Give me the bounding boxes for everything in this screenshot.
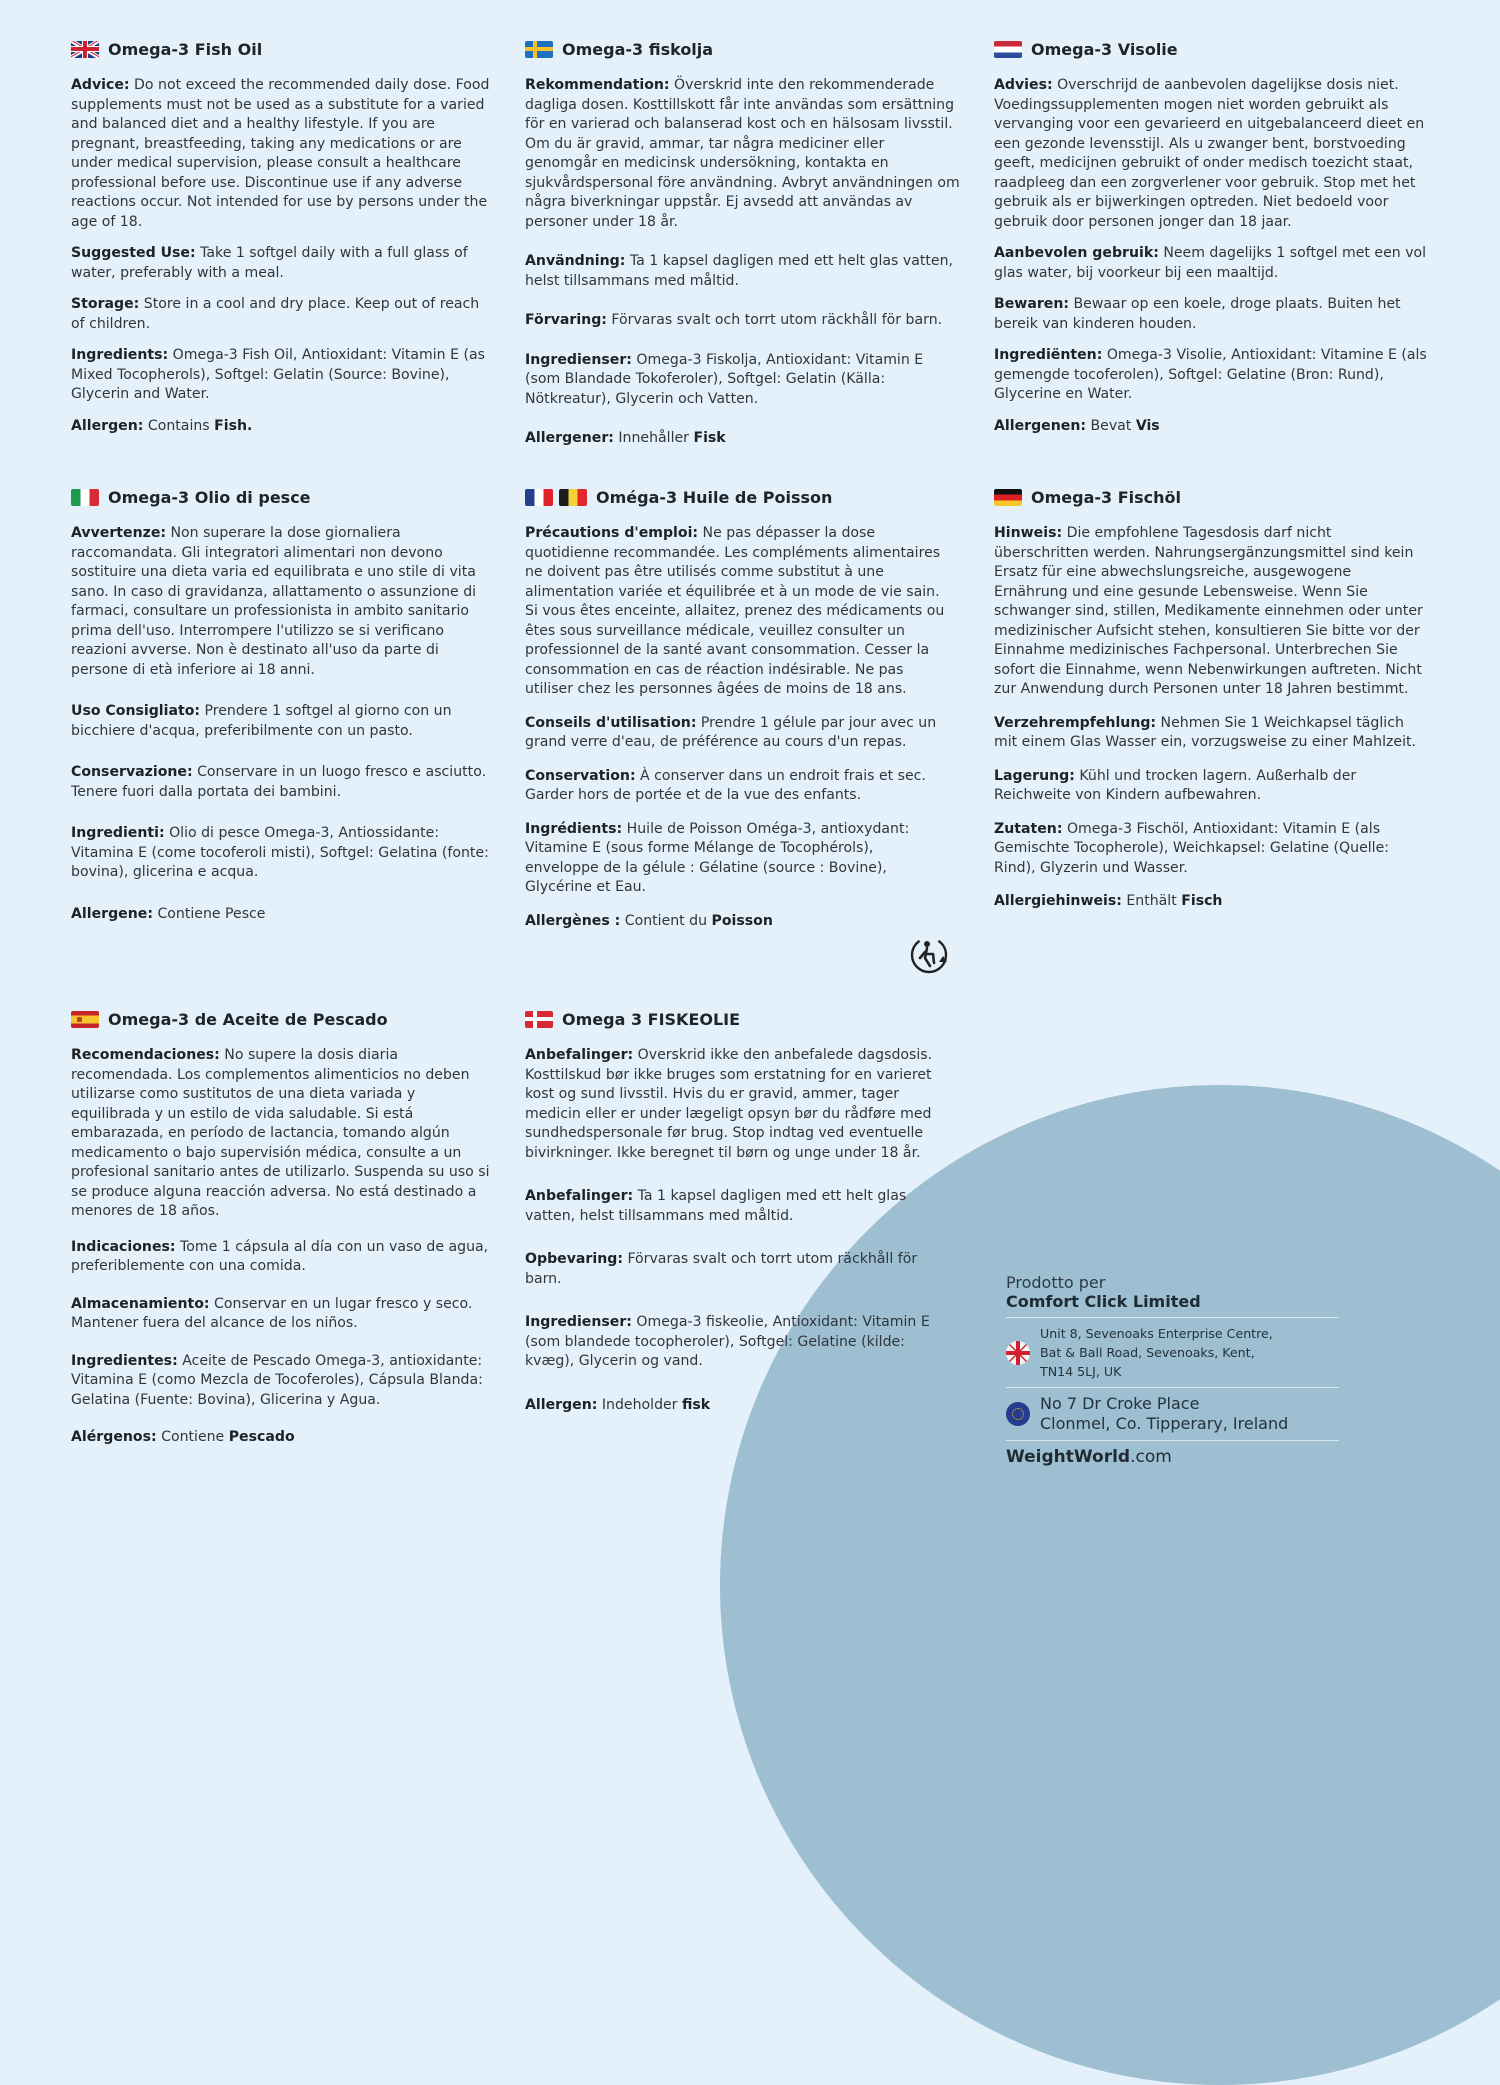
section-paragraph (525, 524, 950, 700)
section-de (994, 486, 1429, 912)
section-paragraph (71, 763, 491, 802)
paragraph-text: Do not exceed the recommended daily dose. Food supplements must not be used as a substitute for a varied and balanced diet and a healthy lifestyle. If you are pregnant, breastfeeding, taking any medications or are under medical supervision, please consult a healthcare professional before use. Discontinue use if any adverse reactions occur. Not intended for use by persons under the age of 18. (71, 77, 490, 230)
paragraph-label: Storage: (71, 296, 140, 312)
allergen-name: fisk (681, 1396, 711, 1413)
paragraph-label: Allergener: (525, 430, 614, 446)
paragraph-text: Ta 1 kapsel dagligen med ett helt glas vatten, helst tillsammans med måltid. (525, 253, 953, 289)
sweden-flag-icon (525, 41, 553, 58)
paragraph-label: Opbevaring: (525, 1251, 623, 1267)
section-paragraph (71, 702, 491, 741)
paragraph-text: Nehmen Sie 1 Weichkapsel täglich mit einem Glas Wasser ein, vorzugsweise zu einer Mahlzeit. (994, 714, 1417, 750)
paragraph-label: Ingrediënten: (994, 347, 1103, 363)
section-paragraph (71, 346, 491, 405)
section-paragraph (71, 1428, 491, 1448)
paragraph-text: Conservare in un luogo fresco e asciutto. Tenere fuori dalla portata dei bambini. (71, 764, 487, 800)
paragraph-text: Overschrijd de aanbevolen dagelijkse dosis niet. Voedingssupplementen mogen niet worden gebruikt als vervanging voor een gevarieerd en uitgebalanceerd dieet en een gezonde levensstijl. Als u zwanger bent, borstvoeding geeft, medicijnen gebruikt of onder medisch toezicht staat, raadpleeg dan een zorgverlener voor gebruik. Stop met het gebruik als er bijwerkingen optreden. Niet bedoeld voor gebruik door personen jonger dan 18 jaar. (994, 77, 1425, 230)
paragraph-label: Almacenamiento: (71, 1295, 210, 1312)
france-flag-icon (525, 489, 553, 506)
paragraph-label: Advice: (71, 77, 130, 93)
paragraph-text: No supere la dosis diaria recomendada. Los complementos alimenticios no deben utilizarse como sustitutos de una dieta variada y equilibrada y un estilo de vida saludable. Si está embarazada, en período de lactancia, tomando algún medicamento o bajo supervisión médica, consulte a un profesional sanitario antes de utilizarlo. Suspenda su uso si se produce alguna reacción adversa. No está destinado a menores de 18 años. (71, 1047, 490, 1219)
paragraph-label: Uso Consigliato: (71, 703, 201, 719)
section-da (525, 1008, 950, 1415)
section-paragraph (525, 76, 960, 232)
section-paragraph (525, 311, 960, 331)
paragraph-text: Prendere 1 softgel al giorno con un bicchiere d'acqua, preferibilmente con un pasto. (71, 703, 452, 739)
company-footer (1006, 1273, 1339, 1467)
belgium-flag-icon (559, 489, 587, 506)
paragraph-label: Allergiehinweis: (994, 893, 1122, 909)
paragraph-label: Précautions d'emploi: (525, 525, 699, 541)
uk-address-line: Bat & Ball Road, Sevenoaks, Kent, (1040, 1345, 1255, 1360)
section-paragraph (71, 417, 491, 437)
section-header (71, 486, 491, 508)
section-paragraph (71, 905, 491, 925)
section-paragraph (994, 714, 1429, 753)
section-paragraph (994, 820, 1429, 879)
paragraph-text: Förvaras svalt och torrt utom räckhåll för barn. (525, 1251, 918, 1287)
paragraph-text: Omega-3 Fish Oil, Antioxidant: Vitamin E (as Mixed Tocopherols), Softgel: Gelatin (Source: Bovine), Glycerin and Water. (71, 347, 485, 402)
section-header (525, 1008, 950, 1030)
section-title: Omega-3 Fish Oil (108, 39, 263, 59)
paragraph-text: Contient du (620, 912, 712, 929)
paragraph-label: Hinweis: (994, 525, 1063, 541)
paragraph-text: Contains (143, 417, 215, 434)
section-paragraph (525, 714, 950, 753)
paragraph-label: Allergen: (525, 1396, 598, 1413)
eu-flag-icon (1006, 1402, 1030, 1426)
paragraph-label: Ingredientes: (71, 1352, 178, 1369)
netherlands-flag-icon (994, 41, 1022, 58)
section-title: Oméga-3 Huile de Poisson (596, 487, 833, 507)
paragraph-text: Ne pas dépasser la dose quotidienne recommandée. Les compléments alimentaires ne doivent pas être utilisés comme substitut à une alimentation variée et équilibrée et à un mode de vie sain. Si vous êtes enceinte, allaitez, prenez des médicaments ou êtes sous surveillance médicale, veuillez consulter un professionnel de la santé avant consommation. Cesser la consommation en cas de réaction indésirable. Ne pas utiliser chez les personnes âgées de moins de 18 ans. (525, 525, 945, 697)
section-header (525, 486, 950, 508)
section-paragraph (994, 767, 1429, 806)
paragraph-label: Conservazione: (71, 764, 193, 780)
paragraph-text: Die empfohlene Tagesdosis darf nicht überschritten werden. Nahrungsergänzungsmittel sind kein Ersatz für eine abwechslungsreiche, ausgewogene Ernährung und eine gesunde Lebensweise. Wenn Sie schwanger sind, stillen, Medikamente einnehmen oder unter medizinischer Aufsicht stehen, konsultieren Sie bitte vor der Einnahme medizinisches Fachpersonal. Unterbrechen Sie sofort die Einnahme, wenn Nebenwirkungen auftreten. Nicht zur Anwendung durch Personen unter 18 Jahren bestimmt. (994, 525, 1423, 697)
paragraph-text: Huile de Poisson Oméga-3, antioxydant: Vitamine E (sous forme Mélange de Tocophérols), enveloppe de la gélule : Gélatine (source : Bovine), Glycérine et Eau. (525, 820, 910, 895)
section-paragraph (71, 1046, 491, 1222)
section-title: Omega-3 de Aceite de Pescado (108, 1009, 388, 1029)
section-header (525, 38, 960, 60)
section-paragraph (71, 244, 491, 283)
paragraph-label: Indicaciones: (71, 1238, 176, 1255)
section-paragraph (525, 1046, 950, 1163)
paragraph-text: Aceite de Pescado Omega-3, antioxidante: Vitamina E (como Mezcla de Tocoferoles), Cápsula Blanda: Gelatina (Fuente: Bovina), Glicerina y Agua. (71, 1352, 483, 1408)
uk-flag-icon (71, 41, 99, 58)
section-paragraph (994, 295, 1434, 334)
brand-domain: .com (1130, 1447, 1172, 1467)
section-paragraph (71, 824, 491, 883)
paragraph-text: Omega-3 Visolie, Antioxidant: Vitamine E (als gemengde tocoferolen), Softgel: Gelatine (Bron: Rund), Glycerine en Water. (994, 347, 1427, 402)
paragraph-text: Take 1 softgel daily with a full glass of water, preferably with a meal. (71, 245, 468, 281)
section-paragraph (71, 76, 491, 232)
paragraph-label: Conservation: (525, 767, 636, 784)
paragraph-label: Allergènes : (525, 912, 621, 929)
paragraph-text: Förvaras svalt och torrt utom räckhåll för barn. (606, 312, 943, 328)
paragraph-text: Innehåller (613, 430, 694, 446)
italy-flag-icon (71, 489, 99, 506)
made-for-label: Prodotto per (1006, 1273, 1106, 1292)
paragraph-label: Rekommendation: (525, 77, 670, 93)
paragraph-text: Contiene Pesce (152, 905, 266, 922)
uk-flag-icon (1006, 1341, 1030, 1365)
section-paragraph (525, 1187, 950, 1226)
paragraph-label: Förvaring: (525, 312, 607, 328)
section-paragraph (71, 295, 491, 334)
uk-address-line: Unit 8, Sevenoaks Enterprise Centre, (1040, 1326, 1273, 1341)
paragraph-text: Bevat (1086, 417, 1136, 434)
section-header (71, 38, 491, 60)
paragraph-label: Användning: (525, 253, 626, 269)
divider (1006, 1317, 1339, 1318)
paragraph-label: Ingredienser: (525, 351, 632, 368)
section-nl (994, 38, 1434, 436)
allergen-name: Vis (1135, 417, 1160, 434)
section-paragraph (71, 524, 491, 680)
paragraph-text: Enthält (1121, 893, 1182, 909)
paragraph-label: Allergen: (71, 417, 144, 434)
denmark-flag-icon (525, 1011, 553, 1028)
paragraph-text: Olio di pesce Omega-3, Antiossidante: Vitamina E (come tocoferoli misti), Softgel: Gelatina (fonte: bovina), glicerina e acqua. (71, 825, 489, 880)
paragraph-text: Contiene (156, 1429, 229, 1445)
paragraph-text: Indeholder (597, 1396, 682, 1413)
section-paragraph (525, 1313, 950, 1372)
section-title: Omega-3 Olio di pesce (108, 487, 311, 507)
paragraph-label: Anbefalinger: (525, 1188, 634, 1204)
section-paragraph (71, 1295, 491, 1334)
paragraph-label: Ingredienser: (525, 1314, 632, 1330)
allergen-name: Fish. (214, 417, 253, 434)
brand-website (1006, 1447, 1339, 1467)
paragraph-text: Kühl und trocken lagern. Außerhalb der Reichweite von Kindern aufbewahren. (994, 767, 1357, 803)
paragraph-label: Anbefalinger: (525, 1047, 634, 1063)
ie-address (1006, 1394, 1339, 1434)
allergen-name: Pescado (228, 1429, 295, 1445)
section-paragraph (525, 820, 950, 898)
section-paragraph (525, 912, 950, 932)
germany-flag-icon (994, 489, 1022, 506)
section-paragraph (994, 417, 1434, 437)
allergen-name: Poisson (711, 912, 773, 929)
paragraph-label: Avvertenze: (71, 525, 167, 541)
section-title: Omega-3 fiskolja (562, 39, 714, 59)
paragraph-text: Omega-3 Fiskolja, Antioxidant: Vitamin E (som Blandade Tokoferoler), Softgel: Gelatin (Källa: Nötkreatur), Glycerin och Vatten. (525, 351, 924, 407)
company-name: Comfort Click Limited (1006, 1292, 1201, 1311)
paragraph-label: Zutaten: (994, 820, 1063, 837)
allergen-name: Fisch (1181, 893, 1223, 909)
paragraph-label: Advies: (994, 77, 1053, 93)
section-title: Omega 3 FISKEOLIE (562, 1009, 741, 1029)
paragraph-text: Omega-3 fiskeolie, Antioxidant: Vitamin E (som blandede tocopheroler), Softgel: Gelatine (kilde: kvæg), Glycerin og vand. (525, 1314, 930, 1369)
section-paragraph (994, 892, 1429, 912)
section-header (994, 38, 1434, 60)
paragraph-label: Ingrédients: (525, 820, 623, 837)
paragraph-label: Conseils d'utilisation: (525, 714, 697, 731)
section-paragraph (994, 244, 1434, 283)
spain-flag-icon (71, 1011, 99, 1028)
paragraph-text: Bewaar op een koele, droge plaats. Buiten het bereik van kinderen houden. (994, 296, 1401, 332)
section-paragraph (525, 351, 960, 410)
section-paragraph (71, 1238, 491, 1277)
uk-address (1006, 1324, 1339, 1381)
paragraph-text: Store in a cool and dry place. Keep out of reach of children. (71, 296, 480, 332)
paragraph-text: Överskrid inte den rekommenderade dagliga dosen. Kosttillskott får inte användas som ersättning för en varierad och balanserad kost och en hälsosam livsstil. Om du är gravid, ammar, tar några mediciner eller genomgår en medicinsk undersökning, kontakta en sjukvårdspersonal före användning. Avbryt användningen om några biverkningar uppstår. Ej avsedd att användas av personer under 18 år. (525, 77, 960, 230)
paragraph-text: Prendre 1 gélule par jour avec un grand verre d'eau, de préférence au cours d'un repas. (525, 714, 937, 750)
paragraph-label: Ingredienti: (71, 825, 165, 841)
divider (1006, 1440, 1339, 1441)
paragraph-text: Omega-3 Fischöl, Antioxidant: Vitamin E (als Gemischte Tocopherole), Weichkapsel: Gelatine (Quelle: Rind), Glyzerin und Wasser. (994, 820, 1389, 876)
section-paragraph (994, 524, 1429, 700)
section-paragraph (994, 346, 1434, 405)
paragraph-text: Conservar en un lugar fresco y seco. Mantener fuera del alcance de los niños. (71, 1295, 473, 1331)
section-title: Omega-3 Fischöl (1031, 487, 1182, 507)
section-header (994, 486, 1429, 508)
paragraph-text: À conserver dans un endroit frais et sec. Garder hors de portée et de la vue des enfants. (525, 767, 926, 803)
section-it (71, 486, 491, 924)
section-title: Omega-3 Visolie (1031, 39, 1178, 59)
paragraph-text: Non superare la dose giornaliera raccomandata. Gli integratori alimentari non devono sostituire una dieta varia ed equilibrata e uno stile di vita sano. In caso di gravidanza, allattamento o assunzione di farmaci, consultare un professionista in ambito sanitario prima dell'uso. Interrompere l'utilizzo se si verificano reazioni avverse. Non è destinato all'uso da parte di persone di età inferiore ai 18 anni. (71, 525, 477, 678)
section-paragraph (994, 76, 1434, 232)
ie-address-line: No 7 Dr Croke Place (1040, 1394, 1200, 1413)
section-en (71, 38, 491, 436)
section-es (71, 1008, 491, 1448)
paragraph-label: Alérgenos: (71, 1429, 157, 1445)
section-paragraph (71, 1352, 491, 1411)
section-header (71, 1008, 491, 1030)
paragraph-label: Lagerung: (994, 767, 1075, 784)
section-fr (525, 486, 950, 931)
divider (1006, 1387, 1339, 1388)
paragraph-text: Ta 1 kapsel dagligen med ett helt glas vatten, helst tillsammans med måltid. (525, 1188, 907, 1224)
section-paragraph (525, 767, 950, 806)
recycling-icon (908, 934, 950, 976)
allergen-name: Fisk (693, 430, 726, 446)
section-paragraph (525, 1250, 950, 1289)
paragraph-label: Bewaren: (994, 296, 1070, 312)
uk-address-line: TN14 5LJ, UK (1040, 1364, 1122, 1379)
paragraph-label: Allergenen: (994, 417, 1086, 434)
paragraph-text: Tome 1 cápsula al día con un vaso de agua, preferiblemente con una comida. (71, 1238, 489, 1274)
paragraph-label: Ingredients: (71, 347, 169, 363)
paragraph-label: Recomendaciones: (71, 1047, 220, 1063)
paragraph-text: Neem dagelijks 1 softgel met een vol glas water, bij voorkeur bij een maaltijd. (994, 245, 1427, 281)
section-paragraph (525, 252, 960, 291)
paragraph-label: Suggested Use: (71, 245, 196, 261)
brand-name: WeightWorld (1006, 1447, 1131, 1467)
paragraph-label: Allergene: (71, 905, 153, 922)
paragraph-label: Aanbevolen gebruik: (994, 245, 1159, 261)
paragraph-label: Verzehrempfehlung: (994, 714, 1157, 731)
section-sv (525, 38, 960, 449)
section-paragraph (525, 1396, 950, 1416)
ie-address-line: Clonmel, Co. Tipperary, Ireland (1040, 1414, 1289, 1433)
section-paragraph (525, 429, 960, 449)
paragraph-text: Overskrid ikke den anbefalede dagsdosis. Kosttilskud bør ikke bruges som erstatning for en varieret kost og sund livsstil. Hvis du er gravid, ammer, tager medicin eller er under lægeligt opsyn bør du rådføre med sundhedspersonale før brug. Stop indtag ved eventuelle bivirkninger. Ikke beregnet til børn og unge under 18 år. (525, 1047, 933, 1161)
